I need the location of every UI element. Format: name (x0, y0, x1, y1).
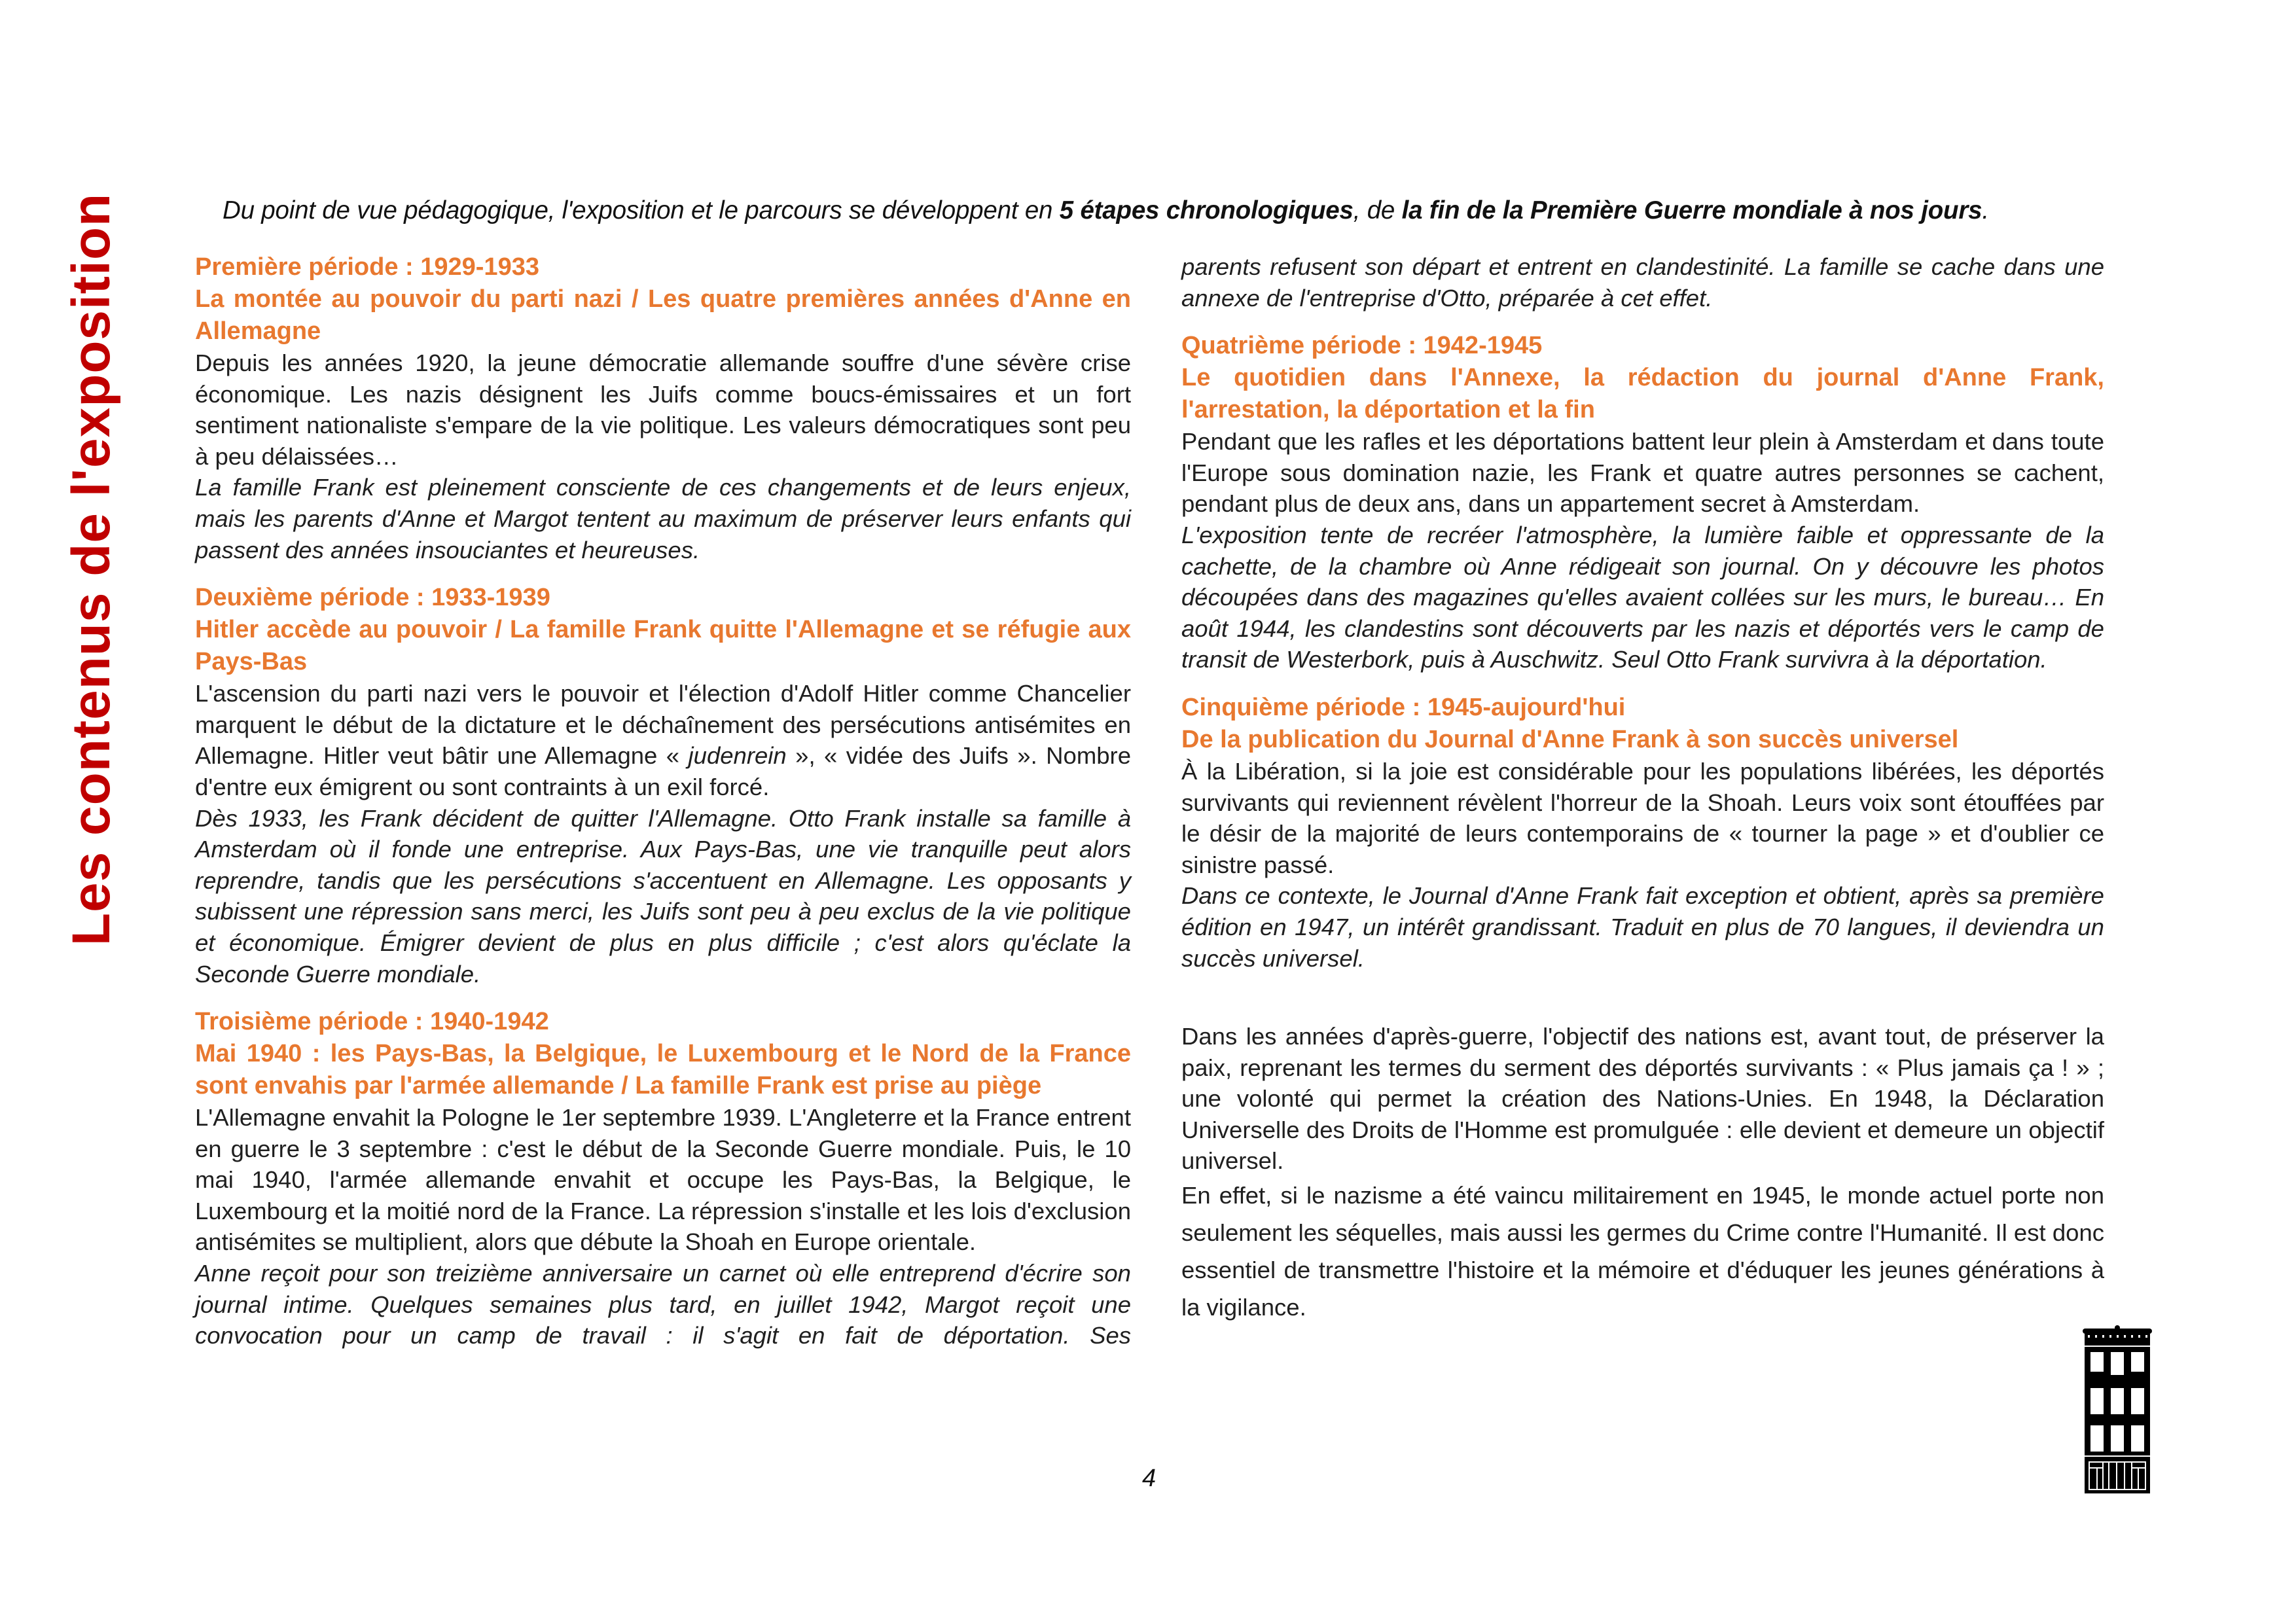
section-period-2 (195, 582, 1131, 990)
period-body: À la Libération, si la joie est considérable pour les populations libérées, les déportés survivants qui reviennent révèlent l'horreur de la Shoah. Leurs voix sont étouffées par le désir de la majorité de leurs contemporains de « tourner la page » et d'oublier ce sinistre passé. (1181, 757, 2104, 878)
intro-bold-1: 5 étapes chronologiques (1059, 196, 1354, 224)
intro-text-2: , de (1353, 196, 1402, 224)
section-period-3-continued (1181, 251, 2104, 313)
page-number: 4 (1142, 1465, 1157, 1492)
period-heading: Deuxième période : 1933-1939 (195, 584, 550, 612)
period-body: Depuis les années 1920, la jeune démocratie allemande souffre d'une sévère crise économique. Les nazis désignent les Juifs comme boucs-émissaires et un fort sentiment nationaliste s'empare de la vie politique. Les valeurs démocratiques sont peu à peu délaissées… (195, 349, 1131, 470)
period-italic: La famille Frank est pleinement consciente de ces changements et de leurs enjeux, mais les parents d'Anne et Margot tentent au maximum de préserver leurs enfants qui passent des années insouciantes et heureuses. (195, 474, 1131, 563)
period-subtitle: De la publication du Journal d'Anne Frank à son succès universel (1181, 725, 1959, 753)
period-heading: Première période : 1929-1933 (195, 253, 539, 281)
left-column (195, 251, 1131, 1368)
period-subtitle: Mai 1940 : les Pays-Bas, la Belgique, le Luxembourg et le Nord de la France sont envahis par l'armée allemande / La famille Frank est prise au piège (195, 1040, 1131, 1100)
intro-line (223, 196, 1989, 225)
section-period-4 (1181, 330, 2104, 675)
body-emphasis: judenrein (688, 742, 787, 770)
building-icon (2083, 1325, 2152, 1497)
intro-text-3: . (1982, 196, 1989, 224)
period-italic-continued: parents refusent son départ et entrent en clandestinité. La famille se cache dans une annexe de l'entreprise d'Otto, préparée à cet effet. (1181, 253, 2104, 312)
period-italic: Anne reçoit pour son treizième anniversaire un carnet où elle entreprend d'écrire son journal intime. Quelques semaines plus tard, en juillet 1942, Margot reçoit une convocation pour un camp de travail : il s'agit en fait de déportation. Ses (195, 1260, 1131, 1349)
intro-text-1: Du point de vue pédagogique, l'exposition et le parcours se développent en (223, 196, 1060, 224)
period-heading: Cinquième période : 1945-aujourd'hui (1181, 693, 1626, 721)
conclusion-paragraph-2: En effet, si le nazisme a été vaincu militairement en 1945, le monde actuel porte non seulement les séquelles, mais aussi les germes du Crime contre l'Humanité. Il est donc essentiel de transmettre l'histoire et la mémoire et d'éduquer les jeunes générations à la vigilance. (1181, 1182, 2104, 1321)
body-text: L'ascension du parti nazi vers le pouvoir et l'élection d'Adolf Hitler comme Chancelier marquent le début de la dictature et le déchaînement des persécutions antisémites en Allemagne. Hitler veut bâtir une Allemagne « (195, 680, 1131, 770)
conclusion (1181, 1021, 2104, 1326)
conclusion-paragraph-1: Dans les années d'après-guerre, l'objectif des nations est, avant tout, de préserver la paix, reprenant les termes du serment des déportés survivants : « Plus jamais ça ! » ; une volonté qui permet la création des Nations-Unies. En 1948, la Déclaration Universelle des Droits de l'Homme est promulguée : elle devient et demeure un objectif universel. (1181, 1023, 2104, 1175)
side-title: Les contenus de l'exposition (62, 192, 121, 946)
period-italic: Dans ce contexte, le Journal d'Anne Frank fait exception et obtient, après sa première édition en 1947, un intérêt grandissant. Traduit en plus de 70 langues, il deviendra un succès universel. (1181, 882, 2104, 972)
body-text: », « vidée des Juifs ». Nombre d'entre eux émigrent ou sont contraints à un exil forcé. (195, 742, 1131, 800)
period-body: Pendant que les rafles et les déportations battent leur plein à Amsterdam et dans toute l'Europe sous domination nazie, les Frank et quatre autres personnes se cachent, pendant plus de deux ans, dans un appartement secret à Amsterdam. (1181, 428, 2104, 518)
period-subtitle: La montée au pouvoir du parti nazi / Les quatre premières années d'Anne en Allemagne (195, 285, 1131, 345)
period-italic: Dès 1933, les Frank décident de quitter l'Allemagne. Otto Frank installe sa famille à Amsterdam où il fonde une entreprise. Aux Pays-Bas, une vie tranquille peut alors reprendre, tandis que les persécutions s'accentuent en Allemagne. Les opposants y subissent une répression sans merci, les Juifs sont peu à peu exclus de la vie politique et économique. Émigrer devient de plus en plus difficile ; c'est alors qu'éclate la Seconde Guerre mondiale. (195, 804, 1131, 988)
period-heading: Quatrième période : 1942-1945 (1181, 332, 1543, 360)
intro-bold-2: la fin de la Première Guerre mondiale à nos jours (1401, 196, 1982, 224)
period-body (195, 678, 1131, 802)
period-subtitle: Hitler accède au pouvoir / La famille Frank quitte l'Allemagne et se réfugie aux Pays-Bas (195, 616, 1131, 676)
period-heading: Troisième période : 1940-1942 (195, 1008, 549, 1036)
spacer (1181, 990, 2104, 1021)
right-column (1181, 251, 2104, 1342)
section-period-1 (195, 251, 1131, 565)
period-body: L'Allemagne envahit la Pologne le 1er septembre 1939. L'Angleterre et la France entrent en guerre le 3 septembre : c'est le début de la Seconde Guerre mondiale. Puis, le 10 mai 1940, l'armée allemande envahit et occupe les Pays-Bas, la Belgique, le Luxembourg et la moitié nord de la France. La répression s'installe et les lois d'exclusion antisémites se multiplient, alors que débute la Shoah en Europe orientale. (195, 1104, 1131, 1256)
period-italic: L'exposition tente de recréer l'atmosphère, la lumière faible et oppressante de la cachette, de la chambre où Anne rédigeait son journal. On y découvre les photos découpées dans des magazines qu'elles avaient collées sur les murs, le bureau… En août 1944, les clandestins sont découverts par les nazis et déportés vers le camp de transit de Westerbork, puis à Auschwitz. Seul Otto Frank survivra à la déportation. (1181, 521, 2104, 673)
period-subtitle: Le quotidien dans l'Annexe, la rédaction du journal d'Anne Frank, l'arrestation, la déportation et la fin (1181, 364, 2104, 424)
section-period-5 (1181, 692, 2104, 974)
section-period-3 (195, 1006, 1131, 1351)
